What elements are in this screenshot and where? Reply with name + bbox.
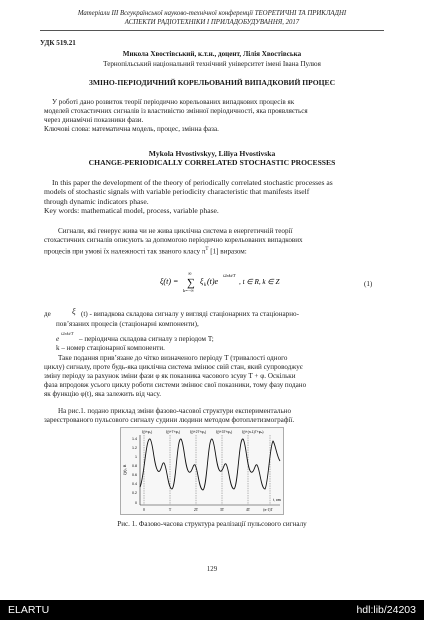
header-rule bbox=[40, 30, 384, 31]
body-line: фаза впродовж усього циклу роботи системи змінює свої показники, тому фазу подано bbox=[44, 381, 307, 389]
y-tick-label: 0.2 bbox=[132, 491, 137, 495]
running-header-line-1: Матеріали ІІІ Всеукраїнської науково-технічної конференції ТЕОРЕТИЧНІ ТА ПРИКЛАДНІ bbox=[77, 10, 347, 17]
definition-exp-base: e bbox=[56, 335, 60, 343]
running-header-line-2: АСПЕКТИ РАДІОТЕХНІКИ І ПРИЛАДОБУДУВАННЯ, 2017 bbox=[124, 18, 300, 26]
body-line: На рис.1. подано приклад зміни фазово-часової структури експериментально bbox=[58, 407, 292, 415]
udc-code: УДК 519.21 bbox=[40, 39, 76, 47]
eq-sum-sign: ∑ bbox=[187, 277, 195, 289]
x-tick-label: (n-1)T bbox=[263, 508, 273, 512]
body-line: стохастичних сигналів описують за допомогою періодично корельованих випадкових bbox=[44, 236, 303, 244]
body-line: як функцію φ(t), яка залежить від часу. bbox=[44, 390, 161, 398]
definition-symbol: ξ bbox=[72, 306, 76, 316]
body-line: циклу) сигналу, проте будь-яка циклічна система змінює свій стан, який супроводжує bbox=[44, 363, 303, 371]
abstract-ua-line: моделей стохастичних сигналів із властивістю змінної періодичності, яка проявляється bbox=[44, 107, 308, 115]
y-tick-label: 0.4 bbox=[132, 482, 137, 486]
authors-en: Mykola Hvostivskyy, Liliya Hvostivska bbox=[148, 149, 276, 158]
abstract-ua-line: У роботі дано розвиток теорії періодично корельованих випадкових процесів як bbox=[52, 98, 295, 106]
title-en: CHANGE-PERIODICALLY CORRELATED STOCHASTIC PROCESSES bbox=[88, 158, 336, 167]
abstract-en-line: models of stochastic signals with variable periodicity characteristic that manifests itself bbox=[44, 187, 310, 197]
y-tick-label: 0 bbox=[135, 501, 137, 505]
title-ua: ЗМІНО-ПЕРІОДИЧНИЙ КОРЕЛЬОВАНИЙ ВИПАДКОВИЙ ПРОЦЕС bbox=[88, 78, 336, 87]
affiliation-ua: Тернопільський національний технічний університет імені Івана Пулюя bbox=[103, 60, 321, 68]
eq-condition: , t ∈ R, k ∈ Z bbox=[239, 278, 280, 286]
body-line: Таке подання прив’язане до чітко визначеного періоду T (тривалості одного bbox=[58, 354, 288, 362]
eq-sum-bottom: k=−∞ bbox=[183, 288, 194, 293]
body-line: процесів при умові їх належності так званого класу $\pi^T$ [1] виразом: bbox=[44, 247, 247, 256]
body-paragraph-1 bbox=[44, 227, 380, 256]
page-number: 129 bbox=[206, 566, 218, 573]
running-header bbox=[40, 10, 384, 27]
y-tick-label: 1.2 bbox=[132, 446, 137, 450]
eq-term: ξ bbox=[200, 277, 204, 286]
authors-ua: Микола Хвостівський, к.т.н., доцент, Лілія Хвостівська bbox=[122, 50, 302, 58]
eq-term-arg: (t)e bbox=[207, 277, 219, 286]
eq-lhs: ξ(t) = bbox=[160, 277, 179, 286]
y-tick-label: 0.8 bbox=[132, 464, 137, 468]
eq-exponent: i2πkt/T bbox=[223, 273, 236, 278]
x-tick-label: 4T bbox=[245, 508, 251, 512]
repository-footer bbox=[0, 600, 424, 620]
body-paragraph-2 bbox=[44, 354, 380, 399]
y-tick-label: 1.4 bbox=[132, 437, 137, 441]
body-line: зареєстрованого пульсового сигналу судини людини методом фотоплетизмографії. bbox=[44, 416, 295, 424]
x-axis-label: t, сек bbox=[273, 498, 281, 502]
abstract-en bbox=[44, 178, 380, 216]
top-label: ξ(t+3T+φ₃) bbox=[216, 430, 233, 434]
x-tick-label: 0 bbox=[143, 508, 145, 512]
eq-term-sub: k bbox=[204, 283, 207, 288]
definition-lead: де bbox=[44, 310, 51, 318]
x-tick-label: T bbox=[168, 508, 172, 512]
body-line: зміну періоду за рахунок зміни фази φ як показника часового зсуву T + φ. Оскільки bbox=[44, 372, 296, 380]
abstract-ua bbox=[44, 98, 380, 134]
y-axis-label: ξ(t), B bbox=[122, 464, 127, 475]
top-label: ξ(t+(n-1)T+φₙ) bbox=[242, 430, 264, 434]
x-tick-label: 3T bbox=[219, 508, 225, 512]
footer-repository-name: ELARTU bbox=[8, 604, 50, 616]
figure-caption: Рис. 1. Фазово-часова структура реалізації пульсового сигналу bbox=[117, 520, 307, 528]
abstract-en-line: In this paper the development of the theory of periodically correlated stochastic processes as bbox=[52, 178, 333, 187]
equation-1 bbox=[160, 268, 280, 292]
keywords-ua: Ключові слова: математична модель, процес, змінна фаза. bbox=[44, 125, 219, 133]
keywords-en: Key words: mathematical model, process, variable phase. bbox=[44, 206, 219, 216]
top-label: ξ(t+T+φ₁) bbox=[166, 430, 181, 434]
eq-sum-top: ∞ bbox=[188, 272, 192, 277]
definition-exp-power: i2πkt/T bbox=[61, 331, 74, 336]
figure-pulse-signal bbox=[120, 427, 284, 515]
body-paragraph-3 bbox=[44, 407, 380, 425]
body-line: Сигнали, які генерує жива чи не жива циклічна система в енергетичній теорії bbox=[58, 227, 293, 235]
definition-line-3: – періодична складова сигналу з періодом T; bbox=[79, 335, 214, 343]
top-label: ξ(t+2T+φ₂) bbox=[190, 430, 207, 434]
abstract-ua-line: через динамічні показники фази. bbox=[44, 116, 144, 124]
abstract-en-line: through dynamic indicators phase. bbox=[44, 196, 149, 206]
equation-number: (1) bbox=[364, 280, 373, 288]
definition-line-2: пов’язаних процесів (стаціонарні компоненти), bbox=[56, 320, 199, 328]
x-tick-label: 2T bbox=[193, 508, 199, 512]
footer-handle[interactable]: hdl:lib/24203 bbox=[356, 604, 416, 616]
y-tick-label: 0.6 bbox=[132, 473, 137, 477]
definition-line-1: (t) - випадкова складова сигналу у вигляді стаціонарних та стаціонарно- bbox=[81, 310, 299, 318]
y-tick-label: 1 bbox=[135, 455, 137, 459]
top-label: ξ(t+φ₀) bbox=[142, 430, 153, 434]
definition-line-4: k – номер стаціонарної компоненти. bbox=[56, 344, 165, 352]
